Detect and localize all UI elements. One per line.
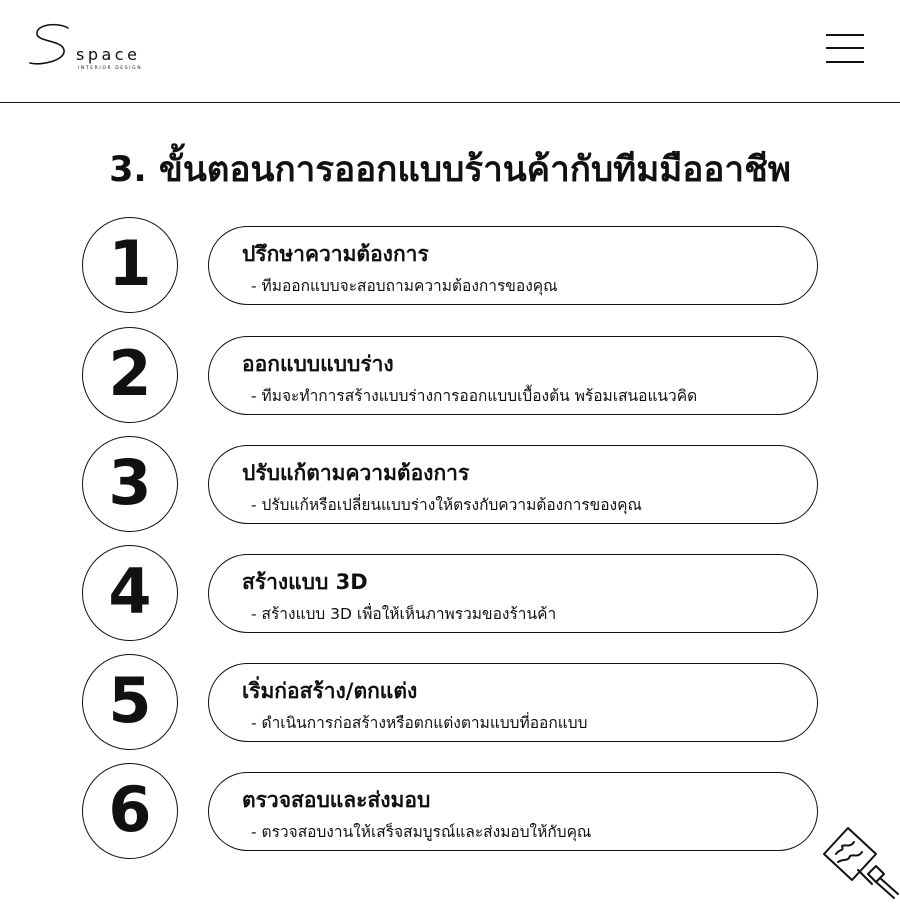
step-number: 3 [108, 446, 152, 519]
step-title: เริ่มก่อสร้าง/ตกแต่ง [242, 679, 418, 703]
paint-roller-icon [818, 822, 900, 900]
step-card [208, 554, 818, 633]
step-number-circle [82, 763, 178, 859]
brand-tagline: INTERIOR DESIGN [78, 66, 143, 71]
step-description: - ทีมออกแบบจะสอบถามความต้องการของคุณ [251, 277, 558, 295]
brand-name: space [76, 45, 141, 64]
step-description: - ทีมจะทำการสร้างแบบร่างการออกแบบเบื้องต้น พร้อมเสนอแนวคิด [251, 387, 698, 405]
step-number: 6 [108, 773, 152, 846]
step-title: ปรึกษาความต้องการ [242, 242, 429, 266]
step-number-circle [82, 217, 178, 313]
step-card [208, 445, 818, 524]
step-description: - ปรับแก้หรือเปลี่ยนแบบร่างให้ตรงกับความต้องการของคุณ [251, 496, 642, 514]
page-title: 3. ขั้นตอนการออกแบบร้านค้ากับทีมมืออาชีพ [109, 150, 791, 190]
step-item [0, 436, 900, 534]
step-card [208, 336, 818, 415]
step-card [208, 663, 818, 742]
step-title: ตรวจสอบและส่งมอบ [242, 788, 431, 812]
step-number-circle [82, 436, 178, 532]
step-title: สร้างแบบ 3D [242, 570, 368, 594]
step-number: 5 [108, 664, 152, 737]
step-title: ออกแบบแบบร่าง [242, 352, 394, 376]
step-number: 1 [108, 227, 152, 300]
step-number-circle [82, 654, 178, 750]
step-item [0, 327, 900, 425]
step-number: 2 [108, 337, 152, 410]
step-item [0, 217, 900, 315]
step-description: - ตรวจสอบงานให้เสร็จสมบูรณ์และส่งมอบให้กับคุณ [251, 823, 592, 841]
step-item [0, 763, 900, 861]
step-card [208, 226, 818, 305]
step-number-circle [82, 327, 178, 423]
step-number-circle [82, 545, 178, 641]
step-item [0, 545, 900, 643]
step-description: - ดำเนินการก่อสร้างหรือตกแต่งตามแบบที่ออกแบบ [251, 714, 588, 732]
step-item [0, 654, 900, 752]
step-title: ปรับแก้ตามความต้องการ [242, 461, 470, 485]
step-number: 4 [108, 555, 152, 628]
step-description: - สร้างแบบ 3D เพื่อให้เห็นภาพรวมของร้านค้า [251, 605, 557, 623]
step-card [208, 772, 818, 851]
